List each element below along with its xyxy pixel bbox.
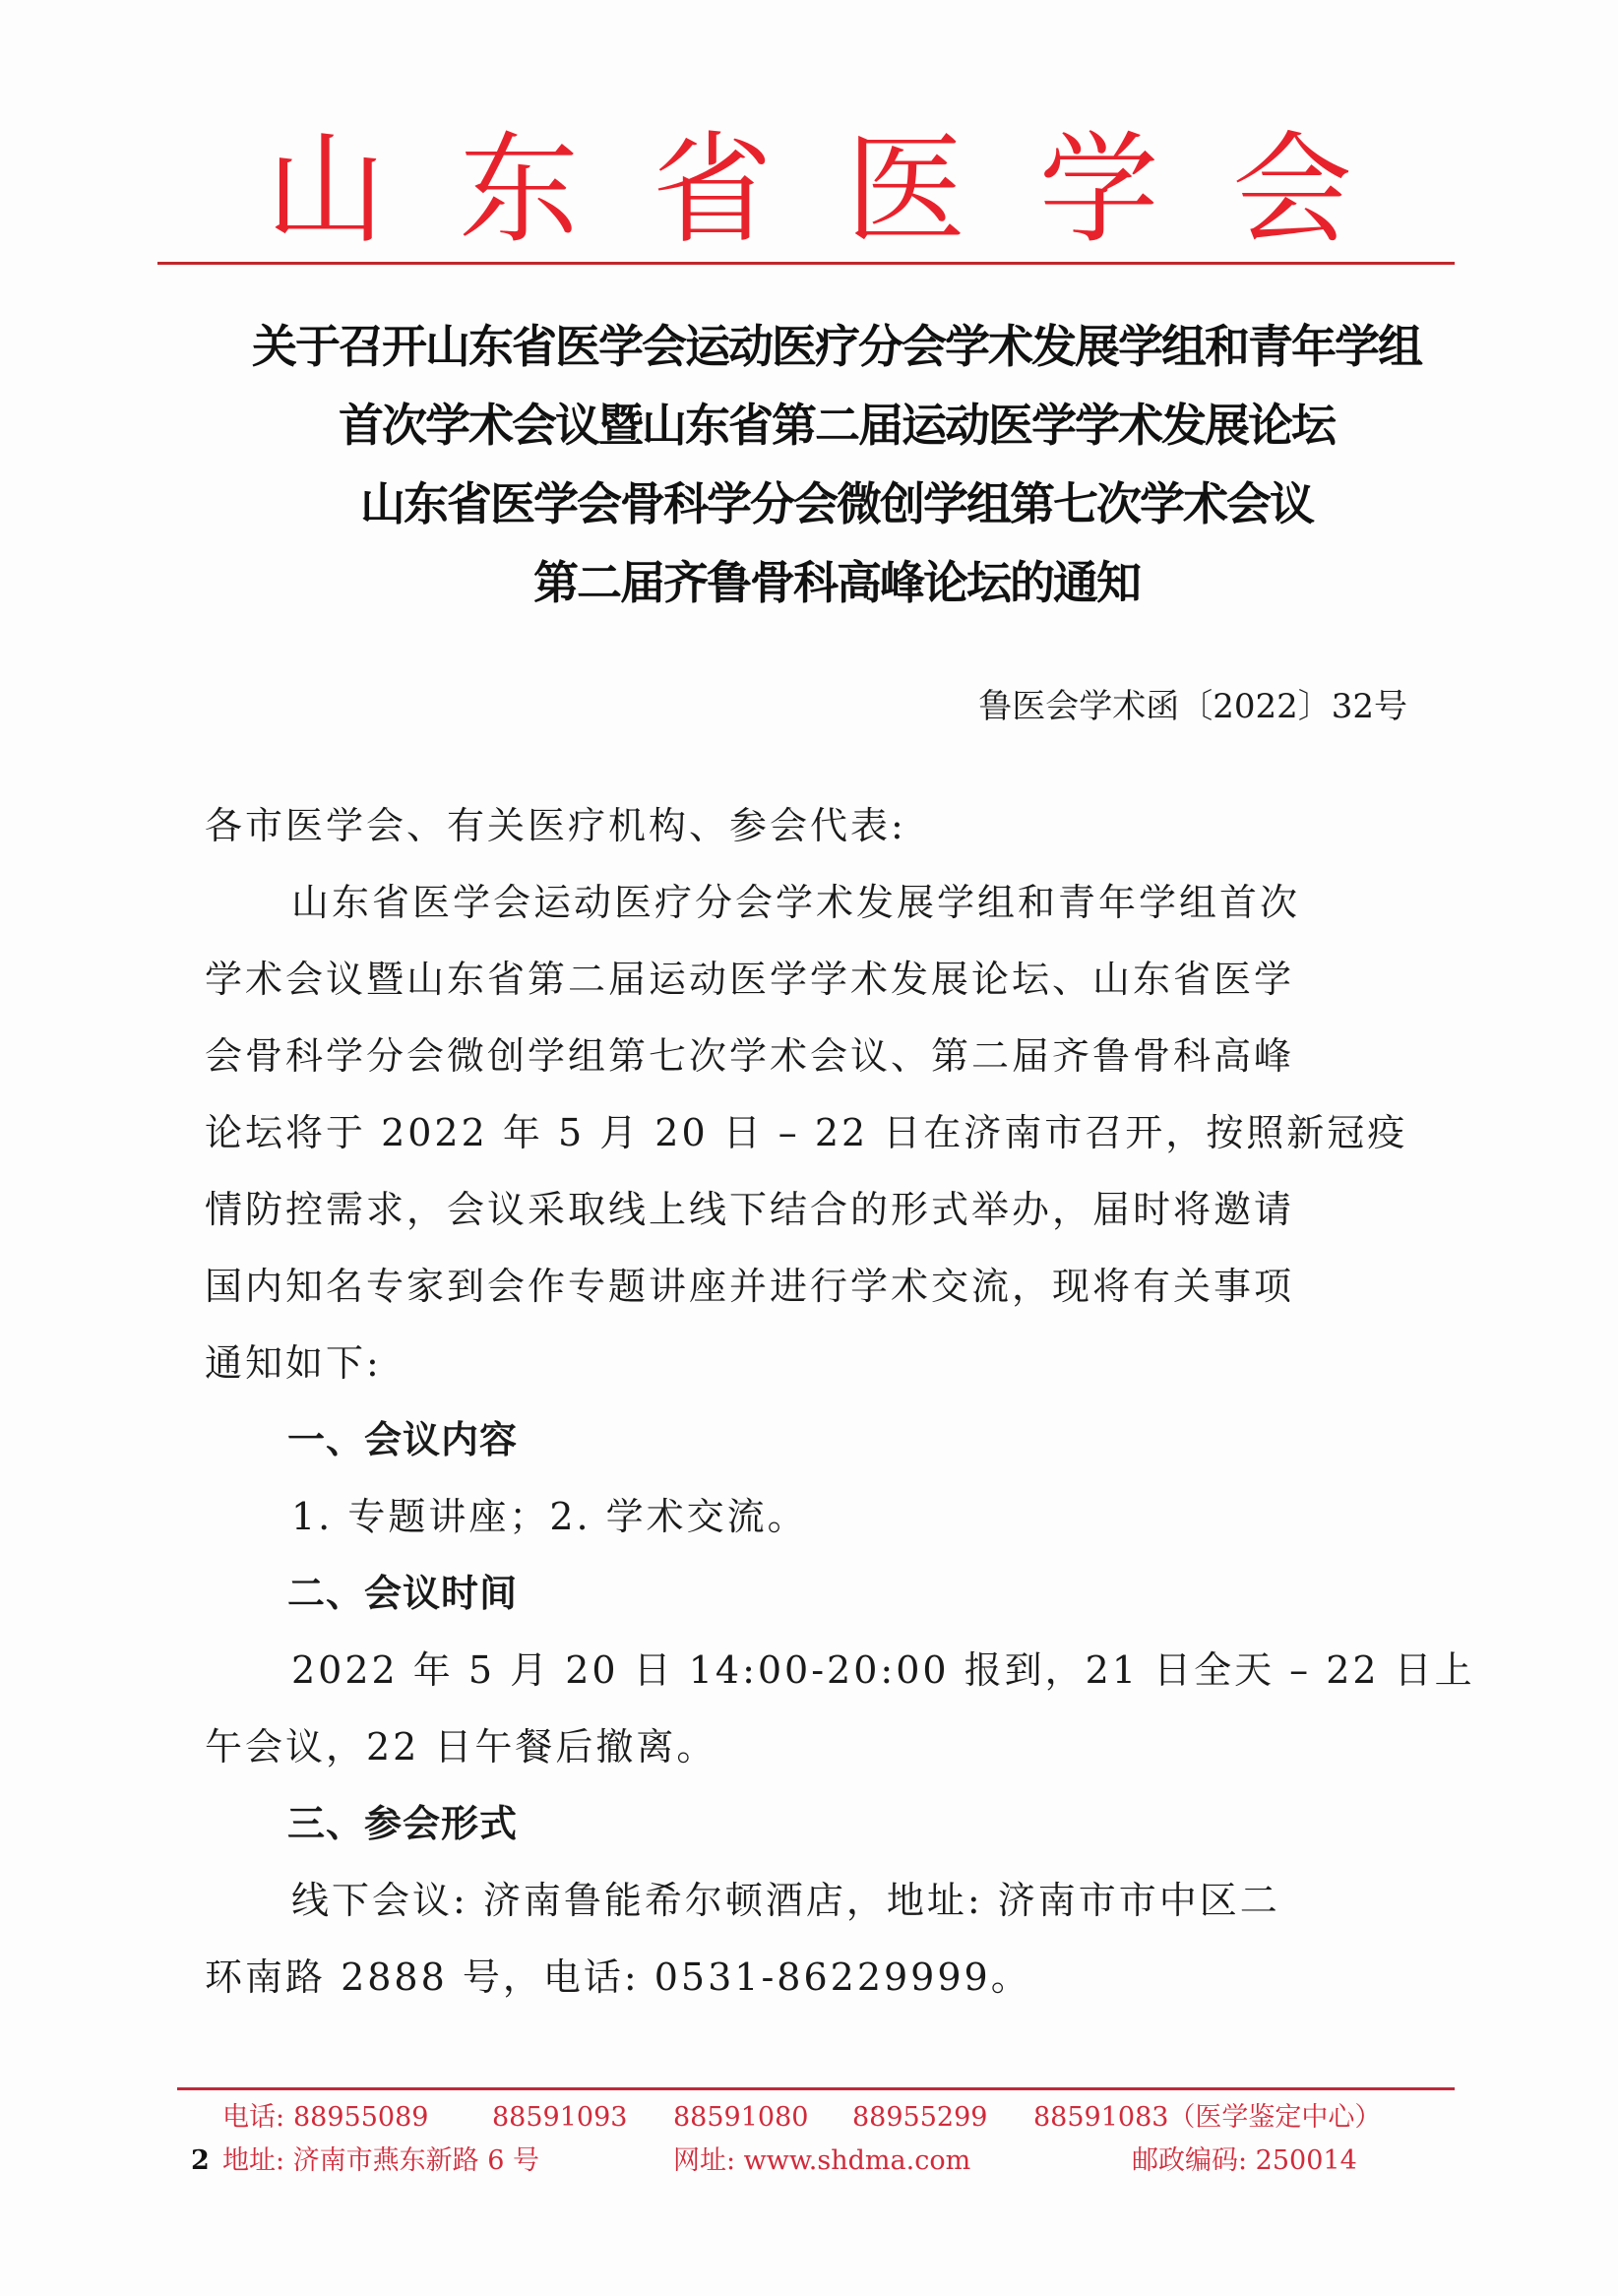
letterhead-char: 东: [459, 120, 580, 260]
footer-phones: [187, 2096, 1466, 2140]
footer-postcode: 邮政编码: 250014: [1132, 2145, 1357, 2176]
body-line: 学术会议暨山东省第二届运动医学学术发展论坛、山东省医学: [205, 958, 1295, 1001]
section-heading-content: 一、会议内容: [287, 1418, 519, 1461]
title-line: 第二届齐鲁骨科高峰论坛的通知: [533, 556, 1140, 609]
letterhead-char: 省: [652, 120, 773, 260]
body-line: 1. 专题讲座；2. 学术交流。: [291, 1495, 808, 1538]
phone-number: 88591080: [673, 2102, 809, 2133]
body-line: 论坛将于 2022 年 5 月 20 日 – 22 日在济南市召开，按照新冠疫: [205, 1111, 1408, 1154]
document-number: 鲁医会学术函〔2022〕32号: [978, 687, 1407, 726]
body-line: 会骨科学分会微创学组第七次学术会议、第二届齐鲁骨科高峰: [205, 1034, 1295, 1078]
body-line: 环南路 2888 号，电话: 0531-86229999。: [205, 1955, 1031, 1999]
title-line: 首次学术会议暨山东省第二届运动医学学术发展论坛: [339, 399, 1335, 452]
title-line: 关于召开山东省医学会运动医疗分会学术发展学组和青年学组: [252, 320, 1421, 373]
section-heading-time: 二、会议时间: [287, 1572, 519, 1615]
letterhead: [157, 120, 1455, 260]
phone-number: 88591083（医学鉴定中心）: [1033, 2102, 1382, 2133]
body-line: 线下会议: 济南鲁能希尔顿酒店，地址: 济南市市中区二: [291, 1879, 1280, 1922]
letterhead-char: 学: [1038, 120, 1159, 260]
notice-body: [205, 787, 1475, 2016]
phone-number: 88955089: [293, 2102, 429, 2133]
letterhead-char: 会: [1231, 120, 1352, 260]
phone-number: 88591093: [492, 2102, 628, 2133]
footer-address: 地址: 济南市燕东新路 6 号: [222, 2145, 540, 2176]
salutation: 各市医学会、有关医疗机构、参会代表:: [205, 804, 906, 847]
notice-title: [197, 307, 1476, 622]
body-line: 情防控需求，会议采取线上线下结合的形式举办，届时将邀请: [205, 1188, 1295, 1231]
section-heading-format: 三、参会形式: [287, 1802, 519, 1845]
title-line: 山东省医学会骨科学分会微创学组第七次学术会议: [360, 477, 1313, 530]
footer-contact: [187, 2140, 1466, 2183]
body-line: 国内知名专家到会作专题讲座并进行学术交流，现将有关事项: [205, 1265, 1295, 1308]
body-line: 2022 年 5 月 20 日 14:00-20:00 报到，21 日全天 – 22 日上: [291, 1648, 1475, 1692]
phone-number: 88955299: [852, 2102, 988, 2133]
letterhead-divider: [157, 262, 1455, 265]
letterhead-char: 医: [845, 120, 966, 260]
body-line: 山东省医学会运动医疗分会学术发展学组和青年学组首次: [291, 881, 1301, 924]
phone-label: 电话:: [222, 2102, 285, 2133]
body-line: 通知如下:: [205, 1341, 382, 1385]
footer-website: 网址: www.shdma.com: [673, 2145, 971, 2176]
footer-divider: [177, 2087, 1455, 2090]
footer: [187, 2096, 1466, 2183]
page-number: 2: [191, 2145, 210, 2176]
body-line: 午会议，22 日午餐后撤离。: [205, 1725, 717, 1769]
letterhead-char: 山: [266, 120, 386, 260]
